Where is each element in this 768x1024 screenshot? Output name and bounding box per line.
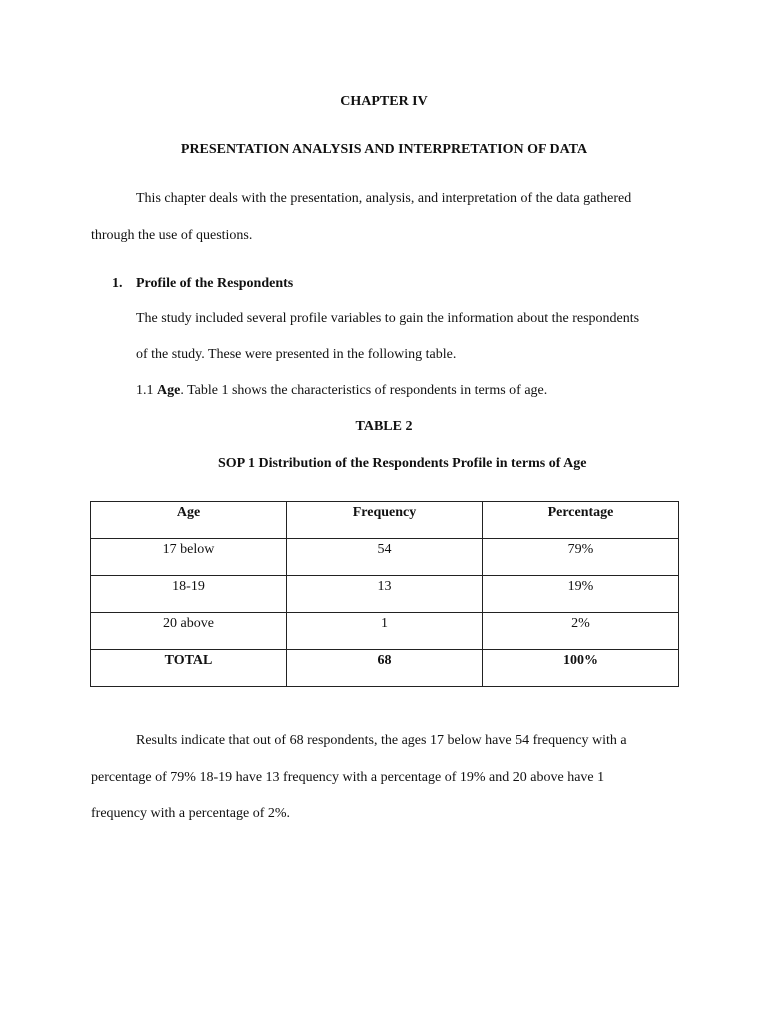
header-age: Age: [91, 502, 287, 539]
cell-frequency: 13: [287, 576, 483, 613]
header-percentage: Percentage: [483, 502, 679, 539]
intro-paragraph-line: This chapter deals with the presentation, analysis, and interpretation of the data gathered: [136, 191, 632, 206]
total-label: TOTAL: [91, 650, 287, 687]
table-header-row: [91, 502, 679, 539]
results-paragraph-line: Results indicate that out of 68 respondents, the ages 17 below have 54 frequency with a: [136, 733, 627, 748]
age-subsection-keyword: Age: [157, 383, 181, 398]
age-subsection-line: [136, 381, 547, 401]
results-paragraph-line: frequency with a percentage of 2%.: [91, 806, 291, 821]
results-paragraph-line: percentage of 79% 18-19 have 13 frequency with a percentage of 19% and 20 above have 1: [91, 770, 605, 785]
chapter-heading: CHAPTER IV: [340, 94, 428, 109]
cell-frequency: 1: [287, 613, 483, 650]
section-number: 1.: [112, 276, 123, 291]
total-frequency: 68: [287, 650, 483, 687]
cell-frequency: 54: [287, 539, 483, 576]
table-row: [91, 576, 679, 613]
profile-paragraph-line: of the study. These were presented in the following table.: [136, 347, 457, 362]
header-frequency: Frequency: [287, 502, 483, 539]
age-subsection-number: 1.1: [136, 383, 157, 398]
table-total-row: [91, 650, 679, 687]
cell-age: 18-19: [91, 576, 287, 613]
age-subsection-text: . Table 1 shows the characteristics of respondents in terms of age.: [180, 383, 548, 398]
cell-percentage: 79%: [483, 539, 679, 576]
table-row: [91, 539, 679, 576]
cell-age: 20 above: [91, 613, 287, 650]
cell-percentage: 19%: [483, 576, 679, 613]
cell-percentage: 2%: [483, 613, 679, 650]
age-distribution-table: [90, 501, 679, 687]
table-row: [91, 613, 679, 650]
table-label: TABLE 2: [355, 419, 413, 434]
chapter-title: PRESENTATION ANALYSIS AND INTERPRETATION OF DATA: [180, 142, 588, 157]
cell-age: 17 below: [91, 539, 287, 576]
intro-paragraph-line: through the use of questions.: [91, 228, 253, 243]
total-percentage: 100%: [483, 650, 679, 687]
section-title: Profile of the Respondents: [136, 276, 294, 291]
profile-paragraph-line: The study included several profile variables to gain the information about the respondents: [136, 311, 640, 326]
table-caption: SOP 1 Distribution of the Respondents Profile in terms of Age: [218, 456, 587, 471]
